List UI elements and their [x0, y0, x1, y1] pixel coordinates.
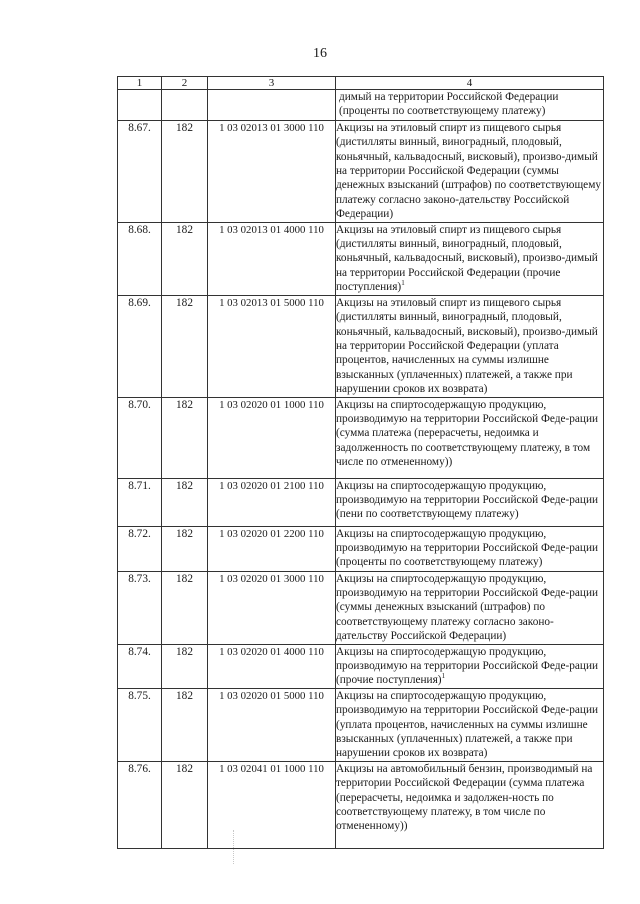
revenue-description: Акцизы на автомобильный бензин, производимый на территории Российской Федерации (сумма платежа (перерасчеты, недоимка и задолжен-ность по соответствующему платежу, в том числе по отмененному)): [336, 762, 593, 833]
row-number: [118, 90, 162, 121]
footnote-marker: 1: [441, 672, 446, 681]
column-header-3: 3: [208, 77, 336, 90]
column-header-2: 2: [162, 77, 208, 90]
column-header-4: 4: [336, 77, 604, 90]
administrator-code: 182: [162, 295, 208, 397]
table-row: [118, 571, 604, 644]
revenue-description: Акцизы на этиловый спирт из пищевого сырья (дистилляты винный, виноградный, плодовый, коньячный, кальвадосный, висковый), произво-димый на территории Российской Федерации (уплата процентов, начисленных на суммы излишне взысканных (уплаченных) платежей, а также при нарушении сроков их возврата): [336, 296, 598, 396]
row-number: 8.73.: [118, 571, 162, 644]
table-row: [118, 222, 604, 295]
revenue-description: Акцизы на спиртосодержащую продукцию, производимую на территории Российской Феде-рации (проценты по соответствующему платежу): [336, 527, 599, 569]
administrator-code: 182: [162, 688, 208, 761]
revenue-description: Акцизы на этиловый спирт из пищевого сырья (дистилляты винный, виноградный, плодовый, коньячный, кальвадосный, висковый), произво-димый на территории Российской Федерации (прочие поступления): [336, 223, 598, 294]
revenue-description-cell: [336, 295, 604, 397]
row-number: 8.71.: [118, 478, 162, 526]
budget-classification-code: 1 03 02020 01 1000 110: [208, 397, 336, 478]
row-number: 8.67.: [118, 120, 162, 222]
revenue-description-cell: [336, 526, 604, 571]
administrator-code: 182: [162, 644, 208, 688]
budget-classification-code: 1 03 02020 01 2100 110: [208, 478, 336, 526]
row-number: 8.74.: [118, 644, 162, 688]
budget-classification-code: 1 03 02013 01 5000 110: [208, 295, 336, 397]
revenue-description-cell: [336, 397, 604, 478]
table-row: [118, 120, 604, 222]
revenue-description-cell: [336, 478, 604, 526]
row-number: 8.68.: [118, 222, 162, 295]
revenue-description-cell: [336, 120, 604, 222]
administrator-code: 182: [162, 526, 208, 571]
revenue-description: Акцизы на этиловый спирт из пищевого сырья (дистилляты винный, виноградный, плодовый, коньячный, кальвадосный, висковый), произво-димый на территории Российской Федерации (суммы денежных взысканий (штрафов) по соответствующему платежу согласно законо-дательству Российской Федерации): [336, 121, 601, 221]
table-row: [118, 688, 604, 761]
row-number: 8.76.: [118, 761, 162, 848]
revenue-description-cell: [336, 222, 604, 295]
budget-classification-code: 1 03 02013 01 3000 110: [208, 120, 336, 222]
budget-classification-code: 1 03 02041 01 1000 110: [208, 761, 336, 848]
budget-classification-code: 1 03 02020 01 3000 110: [208, 571, 336, 644]
administrator-code: 182: [162, 120, 208, 222]
table-row: [118, 761, 604, 848]
revenue-description: Акцизы на спиртосодержащую продукцию, производимую на территории Российской Феде-рации (пени по соответствующему платежу): [336, 479, 599, 521]
table-row: [118, 397, 604, 478]
revenue-description-cell: [336, 571, 604, 644]
scan-artifact: [233, 830, 236, 864]
page-number: 16: [313, 46, 327, 61]
administrator-code: 182: [162, 571, 208, 644]
revenue-description: Акцизы на спиртосодержащую продукцию, производимую на территории Российской Феде-рации (суммы денежных взысканий (штрафов) по соответствующему платежу согласно законо-дательству Российской Федерации): [336, 572, 599, 643]
budget-classification-code: 1 03 02020 01 5000 110: [208, 688, 336, 761]
revenue-description-cell: [336, 688, 604, 761]
table-row: [118, 644, 604, 688]
row-number: 8.72.: [118, 526, 162, 571]
table-row-continuation: [118, 90, 604, 121]
revenue-description: Акцизы на спиртосодержащую продукцию, производимую на территории Российской Феде-рации (сумма платежа (перерасчеты, недоимка и задолженность по соответствующему платежу, в том числе по отмененному)): [336, 398, 599, 469]
budget-classification-code: 1 03 02020 01 4000 110: [208, 644, 336, 688]
table-row: [118, 526, 604, 571]
table-row: [118, 295, 604, 397]
administrator-code: [162, 90, 208, 121]
budget-classification-code: [208, 90, 336, 121]
table-header-row: [118, 77, 604, 90]
budget-codes-table: [117, 76, 604, 849]
administrator-code: 182: [162, 222, 208, 295]
budget-classification-code: 1 03 02020 01 2200 110: [208, 526, 336, 571]
revenue-description: Акцизы на спиртосодержащую продукцию, производимую на территории Российской Феде-рации (прочие поступления): [336, 645, 599, 687]
administrator-code: 182: [162, 397, 208, 478]
budget-classification-code: 1 03 02013 01 4000 110: [208, 222, 336, 295]
row-number: 8.70.: [118, 397, 162, 478]
revenue-description: Акцизы на спиртосодержащую продукцию, производимую на территории Российской Феде-рации (уплата процентов, начисленных на суммы излишне взысканных (уплаченных) платежей, а также при нарушении сроков их возврата): [336, 689, 599, 760]
column-header-1: 1: [118, 77, 162, 90]
table-row: [118, 478, 604, 526]
revenue-description-cell: [336, 761, 604, 848]
revenue-description: димый на территории Российской Федерации (проценты по соответствующему платежу): [336, 90, 604, 121]
administrator-code: 182: [162, 761, 208, 848]
revenue-description-cell: [336, 644, 604, 688]
footnote-marker: 1: [401, 279, 405, 288]
row-number: 8.69.: [118, 295, 162, 397]
administrator-code: 182: [162, 478, 208, 526]
row-number: 8.75.: [118, 688, 162, 761]
